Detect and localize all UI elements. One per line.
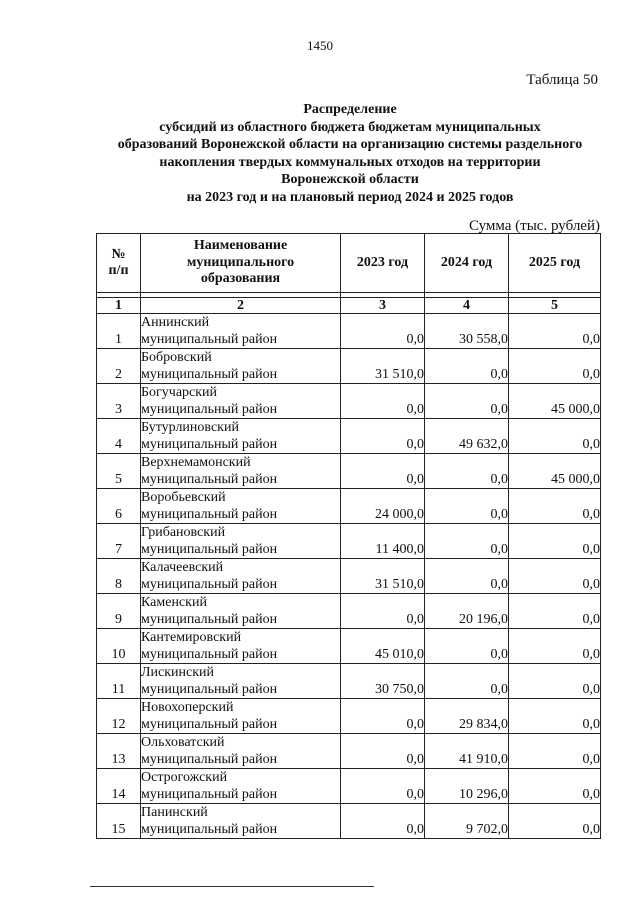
value-2024: 49 632,0 (425, 419, 509, 454)
municipality-name-line: Ольховатский (141, 735, 225, 750)
municipality-name-line: Аннинский (141, 315, 210, 330)
table-row (97, 489, 601, 524)
value-2025: 0,0 (509, 699, 601, 734)
municipality-name-line: Верхнемамонский (141, 455, 251, 470)
value-2023: 0,0 (341, 699, 425, 734)
row-number: 14 (97, 769, 141, 804)
municipality-name-line: Кантемировский (141, 630, 242, 645)
value-2023: 0,0 (341, 734, 425, 769)
municipality-name (141, 664, 341, 699)
municipality-name (141, 349, 341, 384)
municipality-name (141, 384, 341, 419)
municipality-name (141, 699, 341, 734)
row-number: 9 (97, 594, 141, 629)
value-2023: 30 750,0 (341, 664, 425, 699)
row-number: 3 (97, 384, 141, 419)
column-index: 4 (425, 298, 509, 314)
value-2025: 0,0 (509, 314, 601, 349)
value-2023: 0,0 (341, 454, 425, 489)
row-number: 5 (97, 454, 141, 489)
header-name: Наименование муниципального образования (141, 234, 341, 293)
municipality-name-line: Каменский (141, 595, 207, 610)
municipality-name-line: муниципальный район (141, 612, 278, 627)
value-2024: 0,0 (425, 524, 509, 559)
table-row (97, 769, 601, 804)
municipality-name-line: Острогожский (141, 770, 228, 785)
municipality-name-line: Богучарский (141, 385, 218, 400)
table-row (97, 314, 601, 349)
municipality-name-line: муниципальный район (141, 787, 278, 802)
header-2023: 2023 год (341, 234, 425, 293)
municipality-name (141, 314, 341, 349)
value-2023: 45 010,0 (341, 629, 425, 664)
municipality-name-line: муниципальный район (141, 332, 278, 347)
value-2025: 0,0 (509, 594, 601, 629)
value-2024: 20 196,0 (425, 594, 509, 629)
municipality-name-line: Воробьевский (141, 490, 226, 505)
table-row (97, 384, 601, 419)
value-2025: 0,0 (509, 524, 601, 559)
municipality-name-line: Калачеевский (141, 560, 224, 575)
table-row (97, 699, 601, 734)
value-2023: 31 510,0 (341, 559, 425, 594)
value-2024: 0,0 (425, 559, 509, 594)
municipality-name-line: Грибановский (141, 525, 226, 540)
value-2025: 0,0 (509, 419, 601, 454)
municipality-name-line: муниципальный район (141, 752, 278, 767)
subsidy-table (96, 233, 601, 839)
municipality-name-line: муниципальный район (141, 402, 278, 417)
table-row (97, 804, 601, 839)
value-2025: 0,0 (509, 664, 601, 699)
row-number: 2 (97, 349, 141, 384)
table-row (97, 734, 601, 769)
table-row (97, 454, 601, 489)
value-2024: 0,0 (425, 384, 509, 419)
column-index: 3 (341, 298, 425, 314)
value-2023: 0,0 (341, 314, 425, 349)
municipality-name (141, 489, 341, 524)
value-2025: 0,0 (509, 629, 601, 664)
table-row (97, 664, 601, 699)
table-row (97, 524, 601, 559)
heading-line: Распределение (303, 102, 397, 117)
value-2024: 0,0 (425, 349, 509, 384)
value-2024: 0,0 (425, 664, 509, 699)
row-number: 11 (97, 664, 141, 699)
footer-rule (90, 886, 374, 887)
value-2024: 41 910,0 (425, 734, 509, 769)
row-number: 15 (97, 804, 141, 839)
municipality-name-line: Бутурлиновский (141, 420, 239, 435)
municipality-name (141, 559, 341, 594)
table-label: Таблица 50 (526, 72, 598, 88)
municipality-name-line: муниципальный район (141, 647, 278, 662)
municipality-name (141, 769, 341, 804)
municipality-name-line: муниципальный район (141, 367, 278, 382)
column-index-row (97, 298, 601, 314)
value-2024: 30 558,0 (425, 314, 509, 349)
municipality-name (141, 734, 341, 769)
column-index: 5 (509, 298, 601, 314)
municipality-name-line: муниципальный район (141, 717, 278, 732)
value-2024: 0,0 (425, 454, 509, 489)
municipality-name (141, 454, 341, 489)
municipality-name (141, 524, 341, 559)
units-label: Сумма (тыс. рублей) (468, 218, 600, 234)
header-2024: 2024 год (425, 234, 509, 293)
heading-line: на 2023 год и на плановый период 2024 и 2025 годов (186, 189, 514, 205)
value-2023: 0,0 (341, 769, 425, 804)
value-2025: 45 000,0 (509, 454, 601, 489)
municipality-name-line: Бобровский (141, 350, 212, 365)
value-2025: 0,0 (509, 804, 601, 839)
value-2024: 29 834,0 (425, 699, 509, 734)
heading-line: Воронежской области (281, 172, 419, 188)
value-2023: 0,0 (341, 384, 425, 419)
municipality-name (141, 594, 341, 629)
table-row (97, 629, 601, 664)
municipality-name-line: муниципальный район (141, 507, 278, 522)
value-2025: 0,0 (509, 349, 601, 384)
municipality-name-line: Панинский (141, 805, 208, 820)
table-row (97, 349, 601, 384)
value-2023: 0,0 (341, 804, 425, 839)
table-row (97, 419, 601, 454)
value-2025: 0,0 (509, 559, 601, 594)
column-index: 2 (141, 298, 341, 314)
municipality-name-line: муниципальный район (141, 542, 278, 557)
row-number: 12 (97, 699, 141, 734)
value-2024: 10 296,0 (425, 769, 509, 804)
header-2025: 2025 год (509, 234, 601, 293)
heading-line: накопления твердых коммунальных отходов на территории (159, 154, 541, 170)
value-2024: 0,0 (425, 629, 509, 664)
table-row (97, 559, 601, 594)
value-2023: 31 510,0 (341, 349, 425, 384)
page-number: 1450 (307, 38, 333, 53)
header-num: № п/п (97, 234, 141, 293)
municipality-name (141, 419, 341, 454)
value-2023: 0,0 (341, 419, 425, 454)
municipality-name (141, 629, 341, 664)
column-index: 1 (97, 298, 141, 314)
row-number: 7 (97, 524, 141, 559)
value-2024: 9 702,0 (425, 804, 509, 839)
row-number: 10 (97, 629, 141, 664)
municipality-name (141, 804, 341, 839)
value-2024: 0,0 (425, 489, 509, 524)
heading-line: образований Воронежской области на организацию системы раздельного (117, 137, 583, 153)
value-2025: 45 000,0 (509, 384, 601, 419)
value-2023: 11 400,0 (341, 524, 425, 559)
table-header-row (97, 234, 601, 293)
heading-line: субсидий из областного бюджета бюджетам муниципальных (159, 119, 541, 135)
document-heading (80, 101, 620, 207)
municipality-name-line: муниципальный район (141, 472, 278, 487)
municipality-name-line: Лискинский (141, 665, 214, 680)
municipality-name-line: муниципальный район (141, 822, 278, 837)
row-number: 1 (97, 314, 141, 349)
value-2025: 0,0 (509, 489, 601, 524)
municipality-name-line: Новохоперский (141, 700, 234, 715)
municipality-name-line: муниципальный район (141, 577, 278, 592)
value-2023: 24 000,0 (341, 489, 425, 524)
value-2023: 0,0 (341, 594, 425, 629)
value-2025: 0,0 (509, 734, 601, 769)
municipality-name-line: муниципальный район (141, 682, 278, 697)
value-2025: 0,0 (509, 769, 601, 804)
municipality-name-line: муниципальный район (141, 437, 278, 452)
row-number: 4 (97, 419, 141, 454)
row-number: 8 (97, 559, 141, 594)
row-number: 6 (97, 489, 141, 524)
row-number: 13 (97, 734, 141, 769)
table-row (97, 594, 601, 629)
